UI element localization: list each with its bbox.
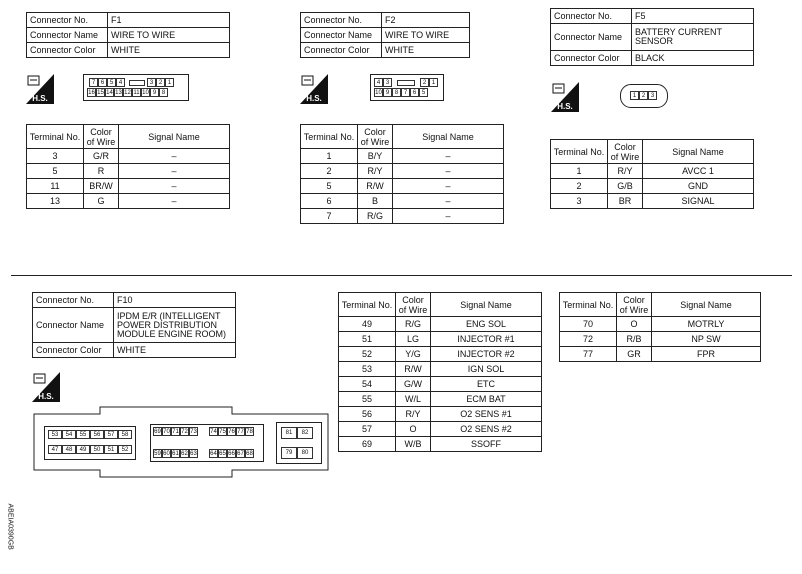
signal-name-header: Signal Name bbox=[643, 140, 754, 164]
table-row bbox=[339, 392, 542, 407]
wire-color: B/Y bbox=[358, 149, 393, 164]
pin: 71 bbox=[172, 429, 179, 435]
pin: 63 bbox=[190, 451, 197, 457]
f1-top-pins bbox=[89, 78, 174, 87]
f2-info-table bbox=[300, 12, 470, 58]
f2-connector-color: WHITE bbox=[382, 43, 470, 58]
connector-no-label: Connector No. bbox=[551, 9, 632, 24]
signal-name: – bbox=[393, 149, 504, 164]
table-row bbox=[339, 347, 542, 362]
pin: 1 bbox=[630, 91, 639, 100]
f10-connector-color: WHITE bbox=[114, 343, 236, 358]
f1-terminal-table bbox=[26, 124, 230, 209]
connector-color-label: Connector Color bbox=[301, 43, 382, 58]
pin: 50 bbox=[90, 445, 104, 454]
f2-bottom-pins bbox=[374, 88, 428, 97]
table-row bbox=[27, 164, 230, 179]
signal-name: MOTRLY bbox=[652, 317, 761, 332]
pin: 5 bbox=[107, 78, 116, 87]
signal-name: – bbox=[393, 209, 504, 224]
pin-key bbox=[125, 78, 147, 87]
f1-connector-face bbox=[83, 74, 189, 101]
wire-color: LG bbox=[396, 332, 431, 347]
f5-connector-color: BLACK bbox=[632, 51, 754, 66]
pin: 13 bbox=[115, 90, 122, 96]
signal-name: – bbox=[393, 179, 504, 194]
terminal-no: 5 bbox=[301, 179, 358, 194]
signal-name: AVCC 1 bbox=[643, 164, 754, 179]
pin: 4 bbox=[116, 78, 125, 87]
pin: 66 bbox=[228, 451, 235, 457]
pin: 70 bbox=[163, 429, 170, 435]
terminal-no-header: Terminal No. bbox=[560, 293, 617, 317]
signal-name: INJECTOR #1 bbox=[431, 332, 542, 347]
pin: 9 bbox=[150, 88, 159, 97]
connector-color-label: Connector Color bbox=[33, 343, 114, 358]
terminal-no: 53 bbox=[339, 362, 396, 377]
f1-bottom-pins bbox=[87, 88, 168, 97]
pin: 82 bbox=[297, 427, 313, 439]
terminal-no: 6 bbox=[301, 194, 358, 209]
table-row bbox=[551, 179, 754, 194]
terminal-no: 3 bbox=[27, 149, 84, 164]
terminal-no: 7 bbox=[301, 209, 358, 224]
connector-name-label: Connector Name bbox=[33, 308, 114, 343]
pin: 48 bbox=[62, 445, 76, 454]
terminal-no: 1 bbox=[301, 149, 358, 164]
pin: 55 bbox=[76, 430, 90, 439]
f5-connector-face bbox=[620, 84, 668, 108]
signal-name: NP SW bbox=[652, 332, 761, 347]
pin: 10 bbox=[142, 90, 149, 96]
f2-connector-face bbox=[370, 74, 444, 101]
table-row bbox=[27, 194, 230, 209]
pin: 51 bbox=[104, 445, 118, 454]
signal-name: – bbox=[119, 194, 230, 209]
connector-name-label: Connector Name bbox=[301, 28, 382, 43]
signal-name: IGN SOL bbox=[431, 362, 542, 377]
wire-color: R/W bbox=[358, 179, 393, 194]
pin: 1 bbox=[429, 78, 438, 87]
pin-row bbox=[153, 427, 198, 436]
pin: 14 bbox=[106, 90, 113, 96]
pin: 2 bbox=[420, 78, 429, 87]
table-row bbox=[339, 437, 542, 452]
table-row bbox=[339, 422, 542, 437]
terminal-no: 49 bbox=[339, 317, 396, 332]
connector-no-label: Connector No. bbox=[27, 13, 108, 28]
pin: 2 bbox=[639, 91, 648, 100]
terminal-no-header: Terminal No. bbox=[339, 293, 396, 317]
pin: 9 bbox=[383, 88, 392, 97]
terminal-no: 72 bbox=[560, 332, 617, 347]
wire-color: W/L bbox=[396, 392, 431, 407]
signal-name: ETC bbox=[431, 377, 542, 392]
wire-color: G/R bbox=[84, 149, 119, 164]
wire-color: G/B bbox=[608, 179, 643, 194]
connector-color-label: Connector Color bbox=[27, 43, 108, 58]
f10-pin-group-2 bbox=[150, 424, 264, 462]
svg-text:H.S.: H.S. bbox=[306, 94, 322, 103]
pin: 77 bbox=[237, 429, 244, 435]
terminal-no-header: Terminal No. bbox=[551, 140, 608, 164]
color-of-wire-header: Color of Wire bbox=[84, 125, 119, 149]
pin: 72 bbox=[181, 429, 188, 435]
terminal-no: 11 bbox=[27, 179, 84, 194]
pin: 80 bbox=[297, 447, 313, 459]
signal-name: ENG SOL bbox=[431, 317, 542, 332]
pin-row bbox=[48, 430, 132, 439]
pin: 52 bbox=[118, 445, 132, 454]
signal-name: INJECTOR #2 bbox=[431, 347, 542, 362]
pin: 7 bbox=[89, 78, 98, 87]
pin: 61 bbox=[172, 451, 179, 457]
terminal-no: 69 bbox=[339, 437, 396, 452]
table-row bbox=[27, 179, 230, 194]
terminal-no: 2 bbox=[551, 179, 608, 194]
f5-connector-name: BATTERY CURRENT SENSOR bbox=[632, 24, 754, 51]
wire-color: R/B bbox=[617, 332, 652, 347]
table-row bbox=[301, 209, 504, 224]
signal-name: O2 SENS #1 bbox=[431, 407, 542, 422]
f5-connector-no: F5 bbox=[632, 9, 754, 24]
pin-row bbox=[209, 427, 254, 436]
wire-color: R/Y bbox=[608, 164, 643, 179]
connector-no-label: Connector No. bbox=[33, 293, 114, 308]
f5-info-table bbox=[550, 8, 754, 66]
signal-name: O2 SENS #2 bbox=[431, 422, 542, 437]
f1-connector-color: WHITE bbox=[108, 43, 230, 58]
pin: 12 bbox=[124, 90, 131, 96]
wire-color: BR bbox=[608, 194, 643, 209]
pin: 54 bbox=[62, 430, 76, 439]
pin: 5 bbox=[419, 88, 428, 97]
signal-name: SSOFF bbox=[431, 437, 542, 452]
pin: 10 bbox=[375, 90, 382, 96]
table-row bbox=[301, 179, 504, 194]
signal-name: GND bbox=[643, 179, 754, 194]
color-of-wire-header: Color of Wire bbox=[608, 140, 643, 164]
f2-terminal-table bbox=[300, 124, 504, 224]
pin: 59 bbox=[154, 451, 161, 457]
hs-icon bbox=[26, 74, 54, 104]
f10-info-table bbox=[32, 292, 236, 358]
pin: 56 bbox=[90, 430, 104, 439]
table-row bbox=[339, 317, 542, 332]
terminal-no: 3 bbox=[551, 194, 608, 209]
terminal-no: 5 bbox=[27, 164, 84, 179]
wire-color: G/W bbox=[396, 377, 431, 392]
wire-color: Y/G bbox=[396, 347, 431, 362]
pin: 3 bbox=[383, 78, 392, 87]
table-row bbox=[27, 149, 230, 164]
f10-connector-no: F10 bbox=[114, 293, 236, 308]
hs-icon bbox=[32, 372, 60, 402]
terminal-no: 52 bbox=[339, 347, 396, 362]
signal-name-header: Signal Name bbox=[393, 125, 504, 149]
terminal-no: 2 bbox=[301, 164, 358, 179]
section-divider bbox=[11, 275, 792, 276]
hs-icon bbox=[551, 82, 579, 112]
terminal-no: 55 bbox=[339, 392, 396, 407]
signal-name: – bbox=[119, 164, 230, 179]
svg-text:H.S.: H.S. bbox=[32, 94, 48, 103]
table-row bbox=[301, 149, 504, 164]
pin: 78 bbox=[246, 429, 253, 435]
f5-pins bbox=[630, 91, 657, 100]
color-of-wire-header: Color of Wire bbox=[396, 293, 431, 317]
terminal-no: 56 bbox=[339, 407, 396, 422]
table-row bbox=[339, 362, 542, 377]
pin-row bbox=[48, 445, 132, 454]
pin: 47 bbox=[48, 445, 62, 454]
connector-color-label: Connector Color bbox=[551, 51, 632, 66]
signal-name: – bbox=[119, 149, 230, 164]
signal-name: – bbox=[393, 194, 504, 209]
wire-color: GR bbox=[617, 347, 652, 362]
pin: 79 bbox=[281, 447, 297, 459]
pin: 6 bbox=[410, 88, 419, 97]
f2-connector-no: F2 bbox=[382, 13, 470, 28]
wire-color: B bbox=[358, 194, 393, 209]
wire-color: R/G bbox=[396, 317, 431, 332]
f1-connector-name: WIRE TO WIRE bbox=[108, 28, 230, 43]
terminal-no: 70 bbox=[560, 317, 617, 332]
pin: 2 bbox=[156, 78, 165, 87]
pin: 65 bbox=[219, 451, 226, 457]
table-row bbox=[560, 347, 761, 362]
wire-color: R/W bbox=[396, 362, 431, 377]
connector-no-label: Connector No. bbox=[301, 13, 382, 28]
wire-color: R bbox=[84, 164, 119, 179]
wire-color: O bbox=[617, 317, 652, 332]
pin: 75 bbox=[219, 429, 226, 435]
f10-terminal-table-a bbox=[338, 292, 542, 452]
pin: 64 bbox=[210, 451, 217, 457]
svg-text:H.S.: H.S. bbox=[557, 102, 573, 111]
table-row bbox=[560, 332, 761, 347]
pin: 6 bbox=[98, 78, 107, 87]
hs-icon bbox=[300, 74, 328, 104]
pin-key bbox=[392, 78, 420, 87]
signal-name: ECM BAT bbox=[431, 392, 542, 407]
f10-terminal-table-b bbox=[559, 292, 761, 362]
terminal-no: 54 bbox=[339, 377, 396, 392]
pin: 68 bbox=[246, 451, 253, 457]
svg-text:H.S.: H.S. bbox=[38, 392, 54, 401]
wire-color: O bbox=[396, 422, 431, 437]
pin: 73 bbox=[190, 429, 197, 435]
f10-connector-name: IPDM E/R (INTELLIGENT POWER DISTRIBUTION MODULE ENGINE ROOM) bbox=[114, 308, 236, 343]
signal-name-header: Signal Name bbox=[119, 125, 230, 149]
pin: 69 bbox=[154, 429, 161, 435]
pin: 60 bbox=[163, 451, 170, 457]
figure-code: ABEIA0390GB bbox=[6, 503, 14, 550]
signal-name: FPR bbox=[652, 347, 761, 362]
f1-info-table bbox=[26, 12, 230, 58]
pin: 49 bbox=[76, 445, 90, 454]
signal-name-header: Signal Name bbox=[431, 293, 542, 317]
pin: 15 bbox=[97, 90, 104, 96]
pin: 74 bbox=[210, 429, 217, 435]
terminal-no-header: Terminal No. bbox=[301, 125, 358, 149]
pin: 57 bbox=[104, 430, 118, 439]
table-row bbox=[551, 194, 754, 209]
terminal-no: 13 bbox=[27, 194, 84, 209]
pin: 81 bbox=[281, 427, 297, 439]
table-row bbox=[339, 377, 542, 392]
f10-pin-group-1 bbox=[44, 426, 136, 460]
table-row bbox=[339, 332, 542, 347]
f5-terminal-table bbox=[550, 139, 754, 209]
table-row bbox=[560, 317, 761, 332]
signal-name: – bbox=[119, 179, 230, 194]
terminal-no: 57 bbox=[339, 422, 396, 437]
pin: 58 bbox=[118, 430, 132, 439]
color-of-wire-header: Color of Wire bbox=[617, 293, 652, 317]
table-row bbox=[301, 194, 504, 209]
pin: 8 bbox=[392, 88, 401, 97]
pin-row bbox=[153, 449, 198, 458]
wire-color: R/G bbox=[358, 209, 393, 224]
connector-name-label: Connector Name bbox=[27, 28, 108, 43]
pin: 16 bbox=[88, 90, 95, 96]
wire-color: W/B bbox=[396, 437, 431, 452]
pin-row bbox=[281, 447, 313, 459]
pin: 1 bbox=[165, 78, 174, 87]
table-row bbox=[339, 407, 542, 422]
pin: 67 bbox=[237, 451, 244, 457]
f2-connector-name: WIRE TO WIRE bbox=[382, 28, 470, 43]
wire-color: R/Y bbox=[358, 164, 393, 179]
pin: 3 bbox=[147, 78, 156, 87]
pin: 53 bbox=[48, 430, 62, 439]
color-of-wire-header: Color of Wire bbox=[358, 125, 393, 149]
wire-color: BR/W bbox=[84, 179, 119, 194]
pin: 8 bbox=[159, 88, 168, 97]
table-row bbox=[301, 164, 504, 179]
pin: 76 bbox=[228, 429, 235, 435]
f2-top-pins bbox=[374, 78, 438, 87]
f10-pin-group-4 bbox=[276, 422, 322, 464]
pin: 3 bbox=[648, 91, 657, 100]
pin: 7 bbox=[401, 88, 410, 97]
wire-color: R/Y bbox=[396, 407, 431, 422]
wire-color: G bbox=[84, 194, 119, 209]
signal-name-header: Signal Name bbox=[652, 293, 761, 317]
connector-name-label: Connector Name bbox=[551, 24, 632, 51]
pin: 62 bbox=[181, 451, 188, 457]
pin: 4 bbox=[374, 78, 383, 87]
signal-name: SIGNAL bbox=[643, 194, 754, 209]
table-row bbox=[551, 164, 754, 179]
terminal-no: 1 bbox=[551, 164, 608, 179]
f1-connector-no: F1 bbox=[108, 13, 230, 28]
terminal-no-header: Terminal No. bbox=[27, 125, 84, 149]
signal-name: – bbox=[393, 164, 504, 179]
pin-row bbox=[209, 449, 254, 458]
terminal-no: 51 bbox=[339, 332, 396, 347]
terminal-no: 77 bbox=[560, 347, 617, 362]
pin: 11 bbox=[133, 90, 140, 96]
pin-row bbox=[281, 427, 313, 439]
